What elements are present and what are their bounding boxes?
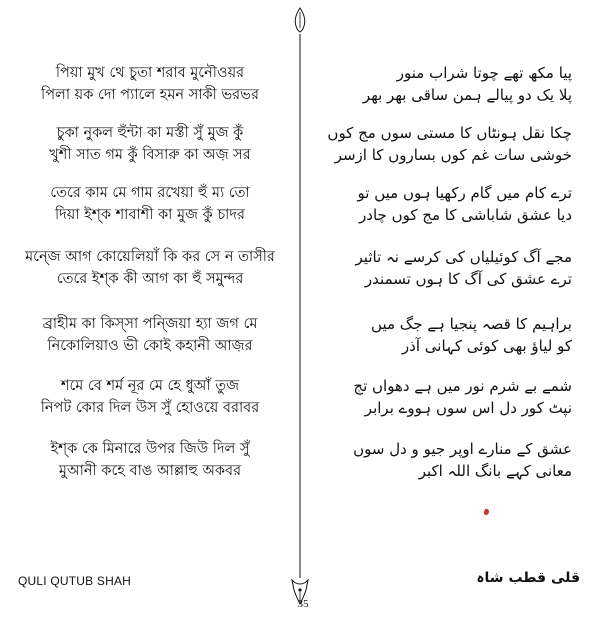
verse-line: چکا نقل ہونٹاں کا مستی سوں مج کوں xyxy=(327,124,572,142)
verse-line: معانی کہے بانگ اللہ اکبر xyxy=(418,462,572,480)
stanza-6-urdu xyxy=(308,375,600,419)
stanza-5-urdu xyxy=(308,313,600,357)
stanza-5-bengali xyxy=(0,313,290,357)
verse-line: عشق کے منارے اوپر جیو و دل سوں xyxy=(353,440,572,458)
stanza-6-bengali xyxy=(0,375,290,419)
verse-line: শমে বে শর্ম নূর মে হে ধুআঁ তুজ xyxy=(60,378,240,394)
verse-line: দিয়া ইশ্ক শাবাশী কা মুজ কুঁ চাদর xyxy=(55,207,245,223)
verse-line: পিয়া মুখ থে চুতা শরাব মুনৌওয়র xyxy=(55,65,245,81)
stanza-1-bengali xyxy=(0,62,290,106)
verse-line: নিপট কোর দিল উস সুঁ হোওয়ে বরাবর xyxy=(40,400,260,416)
stanza-2-bengali xyxy=(0,122,290,166)
verse-line: খুশী সাত গম কুঁ বিসারু কা অজ় সর xyxy=(49,147,251,163)
verse-line: پیا مکھ تھے چوتا شراب منور xyxy=(396,64,572,82)
verse-line: پلا یک دو پیالے ہمن ساقی بھر بھر xyxy=(362,86,572,104)
author-name-urdu: قلی قطب شاہ xyxy=(476,570,580,586)
verse-line: خوشی سات غم کوں بساروں کا ازسر xyxy=(334,146,572,164)
page-number: 35 xyxy=(297,598,309,610)
verse-line: مجے آگ کوئیلیاں کی کرسے نہ تاثیر xyxy=(355,248,572,266)
verse-line: তেরে কাম মে গাম রখেয়া হুঁ ম্য তো xyxy=(50,185,250,201)
verse-line: کو لیاؤ بھی کوئی کہانی آذر xyxy=(401,337,572,355)
stanza-2-urdu xyxy=(308,122,600,166)
verse-line: ব্রাহীম কা কিস্সা পন্জিয়া হ্যা জগ মে xyxy=(42,316,258,332)
verse-line: চুকা নুকল হুঁন্টা কা মস্তী সুঁ মুজ কুঁ xyxy=(56,125,244,141)
stanza-1-urdu xyxy=(308,62,600,106)
verse-line: شمے بے شرم نور میں ہے دھواں تج xyxy=(353,377,572,395)
stanza-3-bengali xyxy=(0,182,290,226)
verse-line: নিকোলিয়াও ভী কোই কহানী আজ়র xyxy=(47,338,253,354)
stanza-4-urdu xyxy=(308,246,600,290)
author-name-latin: QULI QUTUB SHAH xyxy=(18,574,132,588)
stanza-3-urdu xyxy=(308,182,600,226)
verse-line: তেরে ইশ্ক কী আগ কা হুঁ সমুন্দর xyxy=(56,271,244,287)
verse-line: পিলা য়ক দো প্যালে হমন সাকী ভরভর xyxy=(41,87,259,103)
verse-line: ইশ্ক কে মিনারে উপর জিউ দিল সুঁ xyxy=(50,441,250,457)
verse-line: ترے کام میں گام رکھیا ہوں میں تو xyxy=(357,184,572,202)
verse-line: মুআনী কহে বাঙ আল্লাহু অকবর xyxy=(58,463,242,479)
bengali-column xyxy=(0,0,290,617)
verse-line: ترے عشق کی آگ کا ہوں تسمندر xyxy=(364,270,572,288)
stanza-7-bengali xyxy=(0,438,290,482)
verse-line: دیا عشق شاباشی کا مج کوں چادر xyxy=(359,206,572,224)
stanza-4-bengali xyxy=(0,246,290,290)
stanza-7-urdu xyxy=(308,438,600,482)
verse-line: মন্জে আগ কোয়েলিয়াঁ কি কর সে ন তাসীর xyxy=(25,249,275,265)
verse-line: براہیم کا قصہ پنجیا ہے جگ میں xyxy=(371,315,572,333)
urdu-column xyxy=(308,0,600,617)
verse-line: نپٹ کور دل اس سوں ہووے برابر xyxy=(364,399,572,417)
